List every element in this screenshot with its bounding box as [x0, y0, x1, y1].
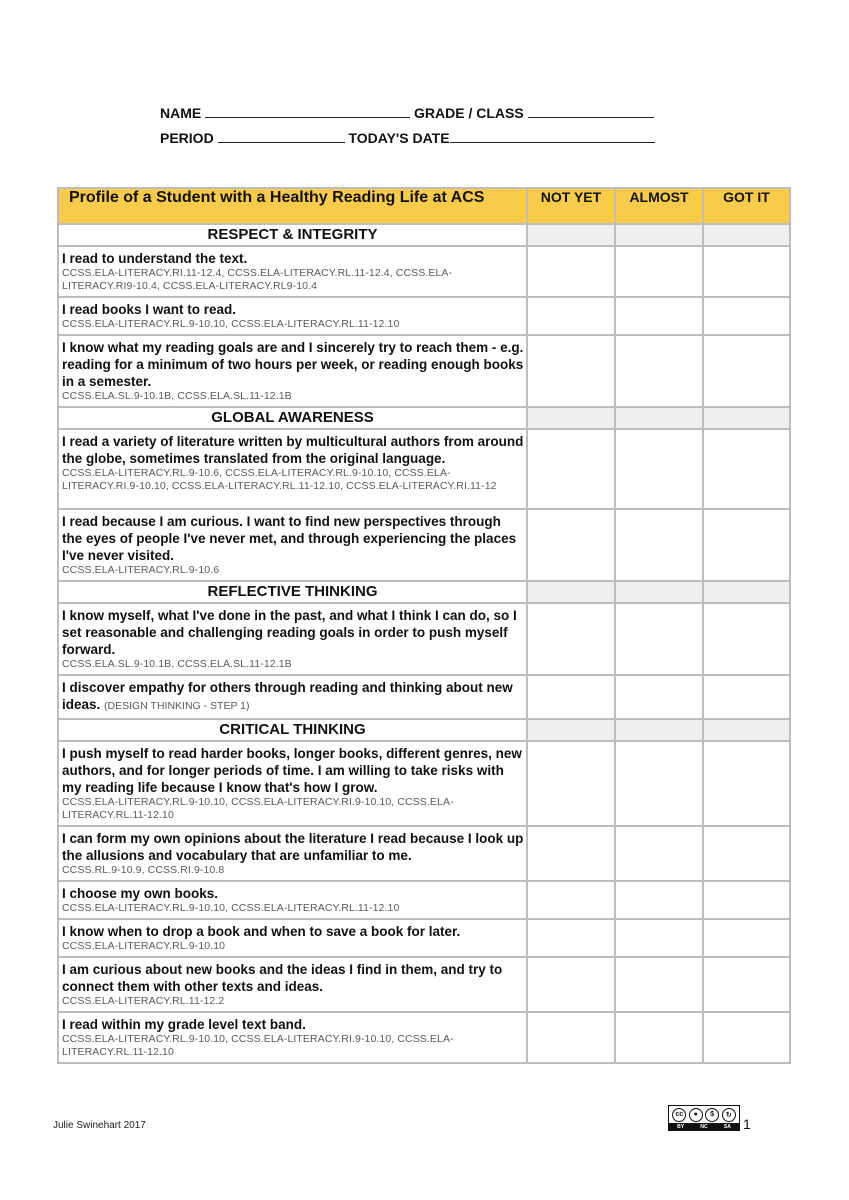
- section-blank-cell: [527, 407, 615, 429]
- rating-cell-not-yet[interactable]: [527, 297, 615, 335]
- period-date-row: [160, 126, 680, 151]
- section-label: RESPECT & INTEGRITY: [58, 224, 527, 246]
- section-blank-cell: [615, 407, 703, 429]
- section-blank-cell: [703, 719, 790, 741]
- column-header-almost: ALMOST: [615, 188, 703, 224]
- creative-commons-badge: [668, 1105, 740, 1131]
- section-header-row: [58, 224, 790, 246]
- statement-text: I can form my own opinions about the literature I read because I look up the allusions and vocabulary that are unfamiliar to me.: [62, 831, 524, 863]
- license-nc-label: NC: [700, 1123, 708, 1130]
- date-field[interactable]: [450, 127, 655, 143]
- date-label: TODAY'S DATE: [348, 130, 450, 146]
- rating-cell-got-it[interactable]: [703, 1012, 790, 1063]
- table-row: [58, 675, 790, 719]
- rating-cell-almost[interactable]: [615, 246, 703, 297]
- rating-cell-not-yet[interactable]: [527, 603, 615, 675]
- statement-text: I am curious about new books and the ideas I find in them, and try to connect them with other texts and ideas.: [62, 962, 503, 994]
- grade-label: GRADE / CLASS: [414, 105, 524, 121]
- statement-text: I read books I want to read.: [62, 302, 237, 317]
- statement-text: I read to understand the text.: [62, 251, 248, 266]
- standards-text: CCSS.ELA-LITERACY.RL.9-10.10, CCSS.ELA-LITERACY.RI.9-10.10, CCSS.ELA-LITERACY.RL.11-12.10: [62, 1033, 454, 1058]
- statement-cell: [58, 335, 527, 407]
- rating-cell-almost[interactable]: [615, 297, 703, 335]
- statement-cell: [58, 881, 527, 919]
- standards-text: CCSS.RL.9-10.9, CCSS.RI.9-10.8: [62, 864, 225, 876]
- section-blank-cell: [703, 407, 790, 429]
- rating-cell-almost[interactable]: [615, 335, 703, 407]
- rubric-title: Profile of a Student with a Healthy Reading Life at ACS: [58, 188, 527, 224]
- statement-cell: [58, 741, 527, 826]
- table-row: [58, 741, 790, 826]
- statement-text: I read a variety of literature written by multicultural authors from around the globe, sometimes translated from the original language.: [62, 434, 524, 466]
- statement-cell: [58, 246, 527, 297]
- statement-cell: [58, 957, 527, 1012]
- section-header-row: [58, 719, 790, 741]
- column-header-not-yet: NOT YET: [527, 188, 615, 224]
- period-field[interactable]: [218, 127, 345, 143]
- section-label: GLOBAL AWARENESS: [58, 407, 527, 429]
- statement-text: I know myself, what I've done in the past, and what I think I can do, so I set reasonable and challenging reading goals in order to push myself forward.: [62, 608, 517, 657]
- rating-cell-got-it[interactable]: [703, 826, 790, 881]
- statement-cell: [58, 429, 527, 509]
- rating-cell-not-yet[interactable]: [527, 741, 615, 826]
- license-sa-label: SA: [723, 1123, 731, 1130]
- section-blank-cell: [527, 581, 615, 603]
- statement-text: I know what my reading goals are and I sincerely try to reach them - e.g. reading for a minimum of two hours per week, or reading enough books in a semester.: [62, 340, 524, 389]
- section-blank-cell: [615, 719, 703, 741]
- column-header-got-it: GOT IT: [703, 188, 790, 224]
- rating-cell-almost[interactable]: [615, 429, 703, 509]
- table-row: [58, 509, 790, 581]
- rating-cell-not-yet[interactable]: [527, 246, 615, 297]
- rubric-header-row: [58, 188, 790, 224]
- rating-cell-almost[interactable]: [615, 741, 703, 826]
- statement-note: (DESIGN THINKING - STEP 1): [104, 700, 250, 712]
- section-blank-cell: [703, 224, 790, 246]
- section-blank-cell: [615, 224, 703, 246]
- rating-cell-almost[interactable]: [615, 881, 703, 919]
- rating-cell-got-it[interactable]: [703, 335, 790, 407]
- table-row: [58, 826, 790, 881]
- table-row: [58, 335, 790, 407]
- rating-cell-not-yet[interactable]: [527, 509, 615, 581]
- statement-cell: [58, 826, 527, 881]
- page-number: 1: [743, 1116, 751, 1132]
- rating-cell-almost[interactable]: [615, 675, 703, 719]
- statement-text: I read within my grade level text band.: [62, 1017, 306, 1032]
- reading-life-rubric-table: [57, 187, 791, 1064]
- section-label: REFLECTIVE THINKING: [58, 581, 527, 603]
- standards-text: CCSS.ELA-LITERACY.RL.9-10.10, CCSS.ELA-LITERACY.RI.9-10.10, CCSS.ELA-LITERACY.RL.11-12.10: [62, 796, 454, 821]
- rating-cell-not-yet[interactable]: [527, 826, 615, 881]
- standards-text: CCSS.ELA.SL.9-10.1B, CCSS.ELA.SL.11-12.1B: [62, 658, 292, 670]
- table-row: [58, 429, 790, 509]
- statement-cell: [58, 509, 527, 581]
- rating-cell-got-it[interactable]: [703, 881, 790, 919]
- author-credit: Julie Swinehart 2017: [53, 1120, 146, 1131]
- rating-cell-almost[interactable]: [615, 509, 703, 581]
- sa-icon: ↻: [722, 1108, 736, 1122]
- section-label: CRITICAL THINKING: [58, 719, 527, 741]
- rating-cell-not-yet[interactable]: [527, 429, 615, 509]
- rating-cell-not-yet[interactable]: [527, 675, 615, 719]
- statement-text: I choose my own books.: [62, 886, 219, 901]
- standards-text: CCSS.ELA-LITERACY.RI.11-12.4, CCSS.ELA-LITERACY.RL.11-12.4, CCSS.ELA-LITERACY.RI9-10.4, CCSS.ELA-LITERACY.RL9-10.4: [62, 267, 453, 292]
- rating-cell-almost[interactable]: [615, 603, 703, 675]
- standards-text: CCSS.ELA.SL.9-10.1B, CCSS.ELA.SL.11-12.1B: [62, 390, 292, 402]
- nc-icon: $: [705, 1108, 719, 1122]
- grade-field[interactable]: [528, 102, 654, 118]
- rating-cell-got-it[interactable]: [703, 509, 790, 581]
- statement-cell: [58, 1012, 527, 1063]
- section-blank-cell: [703, 581, 790, 603]
- by-icon: ●: [689, 1108, 703, 1122]
- rating-cell-almost[interactable]: [615, 919, 703, 957]
- rating-cell-got-it[interactable]: [703, 603, 790, 675]
- standards-text: CCSS.ELA-LITERACY.RL.9-10.10, CCSS.ELA-LITERACY.RL.11-12.10: [62, 318, 400, 330]
- statement-text: I push myself to read harder books, longer books, different genres, new authors, and for longer periods of time. I am willing to take risks with my reading life because I know that's how I grow.: [62, 746, 522, 795]
- statement-text: I read because I am curious. I want to find new perspectives through the eyes of people I've never met, and through experiencing the places I've never visited.: [62, 514, 517, 563]
- rating-cell-almost[interactable]: [615, 957, 703, 1012]
- student-info-fields: [160, 101, 680, 151]
- name-field[interactable]: [205, 102, 410, 118]
- standards-text: CCSS.ELA-LITERACY.RL.9-10.6: [62, 564, 220, 576]
- rating-cell-not-yet[interactable]: [527, 919, 615, 957]
- table-row: [58, 957, 790, 1012]
- section-blank-cell: [615, 581, 703, 603]
- name-label: NAME: [160, 105, 202, 121]
- statement-cell: [58, 603, 527, 675]
- rating-cell-not-yet[interactable]: [527, 1012, 615, 1063]
- rating-cell-got-it[interactable]: [703, 246, 790, 297]
- statement-cell: [58, 675, 527, 719]
- table-row: [58, 297, 790, 335]
- section-header-row: [58, 581, 790, 603]
- standards-text: CCSS.ELA-LITERACY.RL.9-10.6, CCSS.ELA-LITERACY.RL.9-10.10, CCSS.ELA-LITERACY.RI.9-10.10, CCSS.ELA-LITERACY.RL.11-12.10, CCSS.ELA-LITERACY.RI.11-12: [62, 467, 497, 492]
- rating-cell-got-it[interactable]: [703, 957, 790, 1012]
- rating-cell-not-yet[interactable]: [527, 957, 615, 1012]
- table-row: [58, 603, 790, 675]
- section-blank-cell: [527, 719, 615, 741]
- table-row: [58, 919, 790, 957]
- rating-cell-got-it[interactable]: [703, 741, 790, 826]
- rating-cell-not-yet[interactable]: [527, 881, 615, 919]
- period-label: PERIOD: [160, 130, 214, 146]
- statement-text: I know when to drop a book and when to save a book for later.: [62, 924, 461, 939]
- standards-text: CCSS.ELA-LITERACY.RL.11-12.2: [62, 995, 225, 1007]
- cc-icon: cc: [672, 1108, 686, 1122]
- rating-cell-not-yet[interactable]: [527, 335, 615, 407]
- rating-cell-got-it[interactable]: [703, 297, 790, 335]
- standards-text: CCSS.ELA-LITERACY.RL.9-10.10: [62, 940, 226, 952]
- table-row: [58, 1012, 790, 1063]
- rating-cell-got-it[interactable]: [703, 919, 790, 957]
- license-by-label: BY: [677, 1123, 685, 1130]
- section-blank-cell: [527, 224, 615, 246]
- section-header-row: [58, 407, 790, 429]
- rating-cell-almost[interactable]: [615, 1012, 703, 1063]
- rating-cell-got-it[interactable]: [703, 675, 790, 719]
- rating-cell-got-it[interactable]: [703, 429, 790, 509]
- statement-text: I discover empathy for others through reading and thinking about new ideas.: [62, 680, 513, 712]
- statement-cell: [58, 919, 527, 957]
- statement-cell: [58, 297, 527, 335]
- table-row: [58, 881, 790, 919]
- table-row: [58, 246, 790, 297]
- standards-text: CCSS.ELA-LITERACY.RL.9-10.10, CCSS.ELA-LITERACY.RL.11-12.10: [62, 902, 400, 914]
- rating-cell-almost[interactable]: [615, 826, 703, 881]
- name-grade-row: [160, 101, 680, 126]
- rubric-body: [58, 224, 790, 1063]
